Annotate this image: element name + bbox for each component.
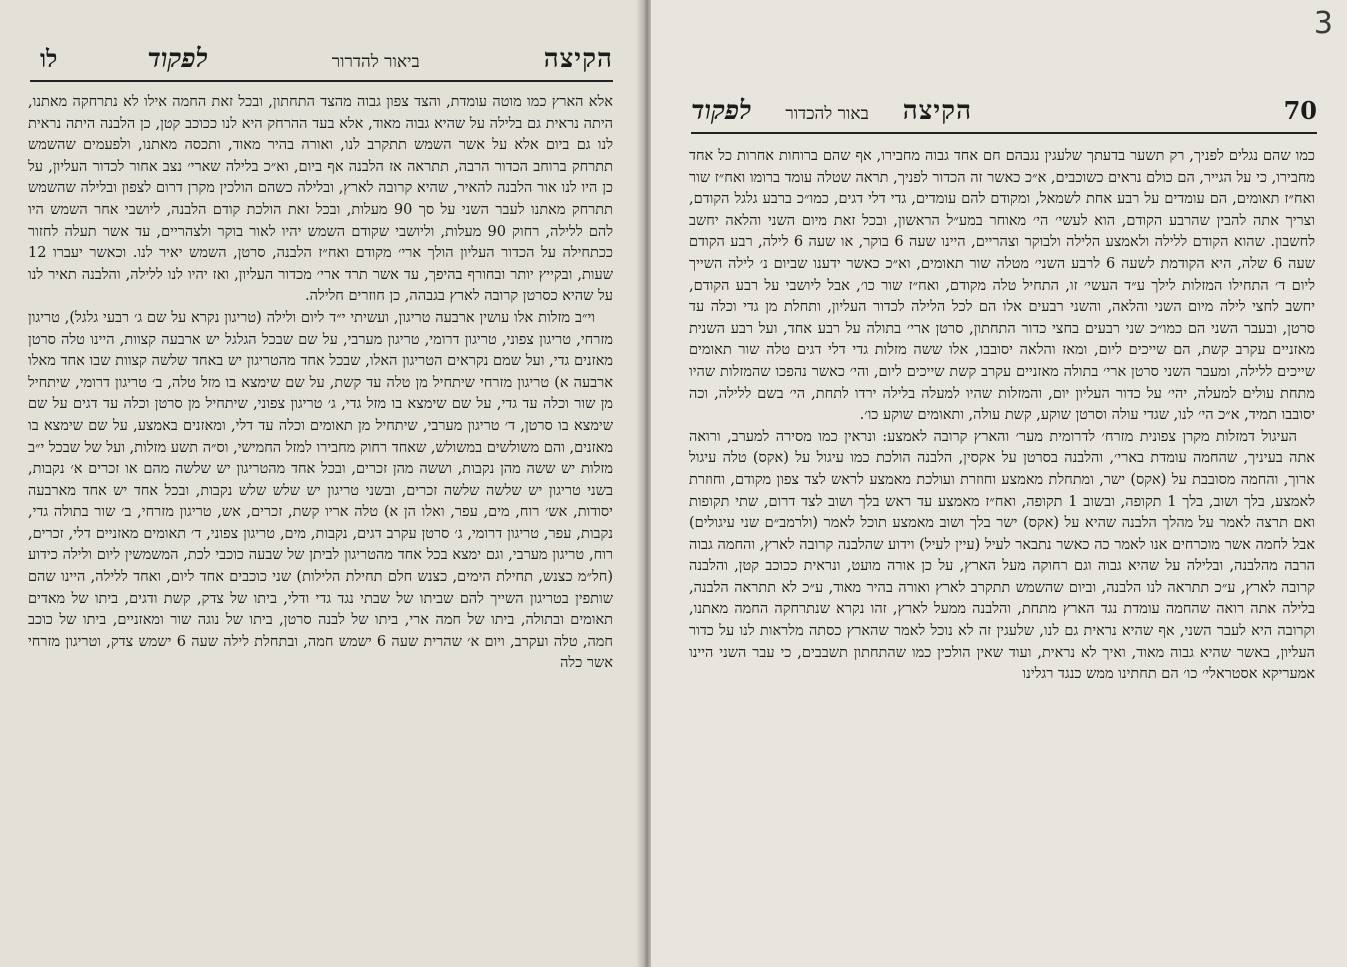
- left-page: [0, 0, 643, 967]
- left-page-header: [40, 44, 613, 74]
- running-title: הקיצה: [902, 96, 973, 126]
- running-title-2: לפקוד: [691, 96, 752, 126]
- paragraph: אלא הארץ כמו מוטה עומדת, והצד צפון גבוה מהצד התחתון, ובכל זאת החמה אילו לא נתרחקה מאתנו, היתה נראית גם בלילה על שהיא גבוה מאוד, אלא בעד ההרחק היא לנו ככוכב קטן, כן הלבנה היתה נראית לנו גם ביום אלא על אשר השמש תתקרב לנו, ואורה בהיר מאוד, ותכסה מאתנו, ולפעמים שהשמש תתרחק ברוחב הכדור הרבה, תתראה אז הלבנה אף ביום, וא״כ בלילה שארי׳ נצב אחור לכדור העליון, על כן היו לנו אור הלבנה להאיר, שהיא קרובה לארץ, ובלילה כשהם הולכין מקרן דרום לצפון ובלילה שהשמש תתרחק מאתנו לעבר השני על סך 90 מעלות, ובכל זאת הולכת קודם הלבנה, ליושבי אחר השמש היו להם ללילה, רחוק 90 מעלות, וליושבי שקודם השמש יהיו לאור בוקר ולצהריים, עד אשר תעלה לחזור ככתחילה על הכדור העליון הולך ארי׳ מקודם ואח״ז הלבנה, סרטן, השמש יאיר לנו. וכאשר יעברו 12 שעות, ובקייץ יותר ובחורף בהיפך, עד אשר תרד ארי׳ מכדור העליון, ואז יהיו לנו ללילה, והלבנה תאיר לנו על שהיא כסרטן קרובה לארץ בגבהה, כן חוזרים חלילה.: [28, 94, 613, 305]
- running-title-2: לפקוד: [147, 44, 208, 74]
- paragraph: וי״ב מזלות אלו עושין ארבעה טריגון, ועשיתי י״ד ליום ולילה (טריגון נקרא על שם ג׳ רבעי גלגל), טריגון מזרחי, טריגון צפוני, טריגון דרומי, טריגון מערבי, על שם שבכל הגלגל יש ארבעה קצוות, היינו טלה סרטן מאזנים גדי, ועל שמם נקראים הטריגון האלו, שבכל אחד מהטריגון יש באחד שלשה קצוות שבו אחד מאלו ארבעה א) טריגון מזרחי שיתחיל מן טלה עד קשת, על שם שימצא בו מזל טלה, ב׳ טריגון דרומי, שיתחיל מן שור וכלה עד גדי, על שם שימצא בו מזל גדי, ג׳ טריגון צפוני, שיתחיל מן סרטן וכלה עד דגים על שם שימצא בו סרטן, ד׳ טריגון מערבי, שיתחיל מן תאומים וכלה עד דלי, ומאזנים באמצע, על שם שימצא בו מאזנים, והם משולשים במשולש, שאחד רחוק מחבירו למזל החמישי, וס״ה תשע מזלות, ועל של שבכל י״ב מזלות יש ששה מהן נקבות, וששה מהן זכרים, ובכל אחד מהטריגון יש שלשה מהם או זכרים א׳ נקבות, בשני טריגון יש שלשה שלשה זכרים, ובשני טריגון יש שלש שלש נקבות, ובכל אחד יש אחד מארבעה יסודות, אש׳ רוח, מים, עפר, ואלו הן א) טלה אריו קשת, זכרים, אש, טריגון מזרחי, ב׳ שור בתולה גדי, נקבות, עפר, טריגון דרומי, ג׳ סרטן עקרב דגים, נקבות, מים, טריגון צפוני, ד׳ תאומים מאזניים דלי, זכרים, רוח, טריגון מערבי, וגם ימצא בכל אחד מהטריגון לביתן של שבעה כוכבי לכת, המשמשין ליום ולילה כידוע (חל״מ כצנש, תחילת הימים, כצנש חלם תחילת הלילות) שני כוכבים אחד ליום, ואחד ללילה, היינו שהם שותפין בטריגון השייך להם שביתו של שבתי נגד גדי ודלי, ביתו של צדק, קשת ודגים, ביתו של מאדים תאומים ובתולה, ביתו של חמה ארי, ביתו של לבנה סרטן, ביתו של נוגה שור ומאזניים, ביתו של כוכב חמה, טלה ועקרב, ויום א׳ שהרית שעה 6 ישמש חמה, ובתחלת לילה שעה 6 ישמש צדק, וטריגון מזרחי אשר כלה: [27, 309, 613, 672]
- paragraph: העיגול דמזלות מקרן צפונית מזרח׳ לדרומית מער׳ והארץ קרובה לאמצע: ונראין כמו מסירה למערב, ורואה אתה בעיניך, שהחמה עומדת בארי׳, והלבנה בסרטן על אקסין, הלבנה הולכת כמו עיגול על (אקס) טלה עיגול ארוך, והחמה מסובבת על (אקס) ישר, ומתחלת מאמצע וחוזרת ועולכת מאמצע לראש לצד צפון מקודם, וחוזרת לאמצע, בלך ושוב, בלך 1 תקופה, ובשוב 1 תקופה, ואח״ז מאמצע עד ראש בלך ושוב לצד דרום, שתי תקופות ואם תרצה לאמר על מהלך הלבנה שהיא על (אקס) ישר בלך ושוב מאמצע תוכל לאמר (ולרמב״ם שני עיגולים) אבל לחמה אשר מוכרחים אנו לאמר כה כאשר נתבאר לעיל (עיין לעיל) וידוע שהלבנה קרובה לארץ, והחמה גבוה הרבה מהלבנה, ובלילה על שהיא גבוה וגם רחוקה מעל הארץ, על כן אורה מועט, ונראית ככוכב קטן, והלבנה קרובה לארץ, ע״כ תתראה לנו הלבנה, וביום שהשמש תתקרב לארץ ואורה בהיר מאוד, ע״כ לא תתראה הלבנה, בלילה אתה רואה שהחמה עומדת נגד הארץ מתחת, והלבנה ממעל לארץ, זהו נקרא שנתרחקה החמה מאתנו, וקרובה היא לעבר השני, אף שהיא נראית גם לנו, שלעגין זה לא נוכל לאמר שהארץ כסתה מלראות לנו על כדור העליון, באשר שהיא גבוה מאוד, ואיך לא נראית, ועוד שאין הולכין כמו שהתחתון תשבבים, כי עבר השני היינו אמעריקא אסטראלי׳ כו׳ הם תחתינו ממש כנגד רגלינו: [689, 428, 1316, 683]
- right-page: [651, 0, 1347, 967]
- right-page-header: [691, 96, 1317, 126]
- handwritten-page-annotation: 3: [1313, 6, 1333, 41]
- header-rule: [691, 132, 1317, 134]
- running-title: הקיצה: [543, 44, 613, 74]
- page-number: 70: [1283, 96, 1317, 125]
- header-rule: [30, 80, 613, 82]
- running-subtitle: ביאור להדרור: [331, 52, 420, 72]
- page-number: לו: [40, 44, 58, 73]
- running-subtitle: באור להכדור: [785, 104, 869, 124]
- right-page-body: [689, 146, 1315, 686]
- left-page-body: [28, 92, 613, 675]
- paragraph: כמו שהם נגלים לפניך, רק תשער בדעתך שלעגין נגבהם חם אחד גבוה מחבירו, אף שהם ברוחות אחרות כל אחד מחבירו, כי על הגייר, הם כולם נראים כשוכבים, א״כ כאשר זה הכדור לפניך, תראה שטלה עומד ברומו ואח״ז שור ואח״ז תאומים, הם עומדים על רבע אחת לשמאל, ומקודם להם עומדים, גדי דלי דגים, כמו״כ ברבע גלגל הקודם, וצריך אתה להבין שהרבע הקודם, הוא לעשי׳ הי׳ מאוחר במע״ל הראשון, ובכל זאת מיום השני והלאה יחשב לחשבון. שהוא הקודם ללילה ולאמצע הלילה ולבוקר וצהריים, היינו שעה 6 בוקר, או שעה 6 לילה, רבע הקודם שעה 6 שלה, היא הקודמת לשעה 6 לרבע השני׳ מטלה שור תאומים, וא״כ כאשר ידענו שביום נ׳ לילה השייך ליום ד׳ התחילו המזלות לילך ע״ד העשי׳ זו, התחיל טלה מקודם, ואח״ז שור כו׳, אבל ליושבי על רבע הקודם, יחשב לחצי לילה מיום השני והלאה, והשני רבעים אלו הם לכל הלילה לכדור העליון, ותחלת מן גדי וכלה עד סרטן, ובעבר השני הם כמו״כ שני רבעים בחצי כדור התחתון, סרטן ארי׳ בתולה על רבע אחד, ועל רבע השנית מאזניים עקרב קשת, הם שייכים ליום, ומאז והלאה יסובבו, אלו ששה מזלות גדי דלי דגים טלה שור תאומים שייכים ללילה, ומעבר השני סרטן ארי׳ בתולה מאזניים עקרב קשת שייכים ליום, והי׳ כאשר נהפכו שהמזלות שהיו מתחת עולים למעלה, יהי׳ על כדור העליון יום, והמזלות שהיו למעלה בלילה ירדו לתחת, הי׳ בשם ללילה, וכה יסובבו תמיד, א״כ הי׳ לנו, שגדי עולה וסרטן שוקע, קשת עולה, ותאומים שוקע כו׳.: [689, 148, 1315, 424]
